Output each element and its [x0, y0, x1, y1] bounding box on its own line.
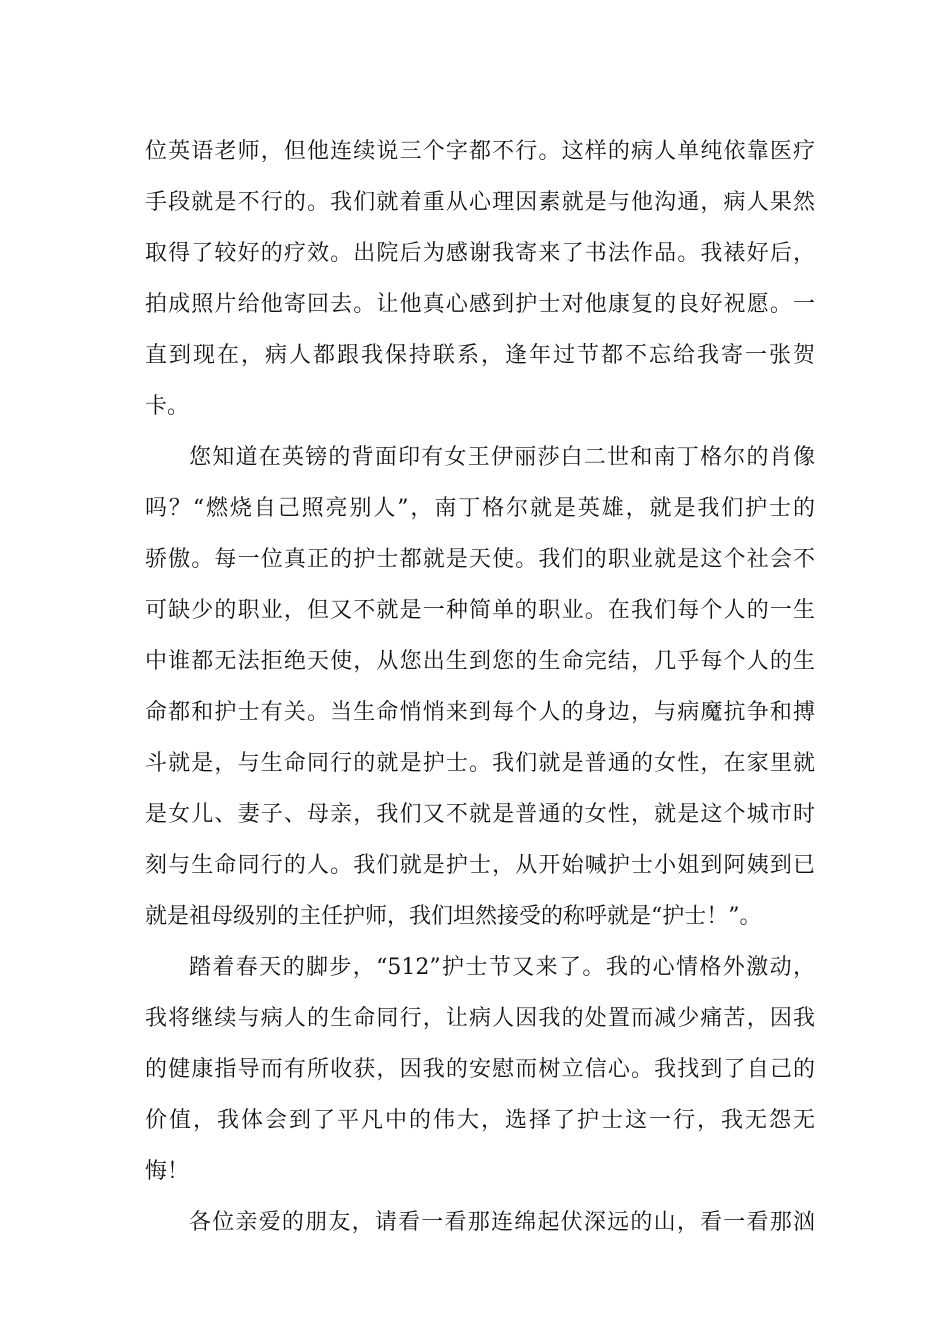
- text-line: 您知道在英镑的背面印有女王伊丽莎白二世和南丁格尔的肖像: [189, 445, 815, 470]
- text-line: 踏着春天的脚步，“512”护士节又来了。我的心情格外激动，: [189, 955, 815, 980]
- text-line: 中谁都无法拒绝天使，从您出生到您的生命完结，几乎每个人的生: [145, 649, 815, 674]
- text-line: 价值，我体会到了平凡中的伟大，选择了护士这一行，我无怨无: [145, 1108, 815, 1133]
- text-line: 是女儿、妻子、母亲，我们又不就是普通的女性，就是这个城市时: [145, 802, 815, 827]
- paragraph-3: [145, 942, 815, 1197]
- text-line: 刻与生命同行的人。我们就是护士，从开始喊护士小姐到阿姨到已: [145, 853, 815, 878]
- text-line: 位英语老师，但他连续说三个字都不行。这样的病人单纯依靠医疗: [145, 139, 815, 164]
- text-line: 悔！: [145, 1159, 190, 1184]
- paragraph-2: [145, 432, 815, 942]
- paragraph-4: [145, 1197, 815, 1248]
- document-body: [145, 126, 815, 1248]
- text-line: 直到现在，病人都跟我保持联系，逢年过节都不忘给我寄一张贺: [145, 343, 815, 368]
- text-line: 骄傲。每一位真正的护士都就是天使。我们的职业就是这个社会不: [145, 547, 815, 572]
- text-line: 斗就是，与生命同行的就是护士。我们就是普通的女性，在家里就: [145, 751, 815, 776]
- text-line: 的健康指导而有所收获，因我的安慰而树立信心。我找到了自己的: [145, 1057, 815, 1082]
- text-line: 就是祖母级别的主任护师，我们坦然接受的称呼就是“护士！”。: [145, 904, 762, 929]
- text-line: 可缺少的职业，但又不就是一种简单的职业。在我们每个人的一生: [145, 598, 815, 623]
- text-line: 拍成照片给他寄回去。让他真心感到护士对他康复的良好祝愿。一: [145, 292, 815, 317]
- text-line: 各位亲爱的朋友，请看一看那连绵起伏深远的山，看一看那汹: [189, 1210, 815, 1235]
- text-line: 手段就是不行的。我们就着重从心理因素就是与他沟通，病人果然: [145, 190, 815, 215]
- text-line: 我将继续与病人的生命同行，让病人因我的处置而减少痛苦，因我: [145, 1006, 815, 1031]
- text-line: 吗？“燃烧自己照亮别人”，南丁格尔就是英雄，就是我们护士的: [145, 496, 815, 521]
- text-line: 取得了较好的疗效。出院后为感谢我寄来了书法作品。我裱好后，: [145, 241, 815, 266]
- text-line: 卡。: [145, 394, 190, 419]
- text-line: 命都和护士有关。当生命悄悄来到每个人的身边，与病魔抗争和搏: [145, 700, 815, 725]
- paragraph-1: [145, 126, 815, 432]
